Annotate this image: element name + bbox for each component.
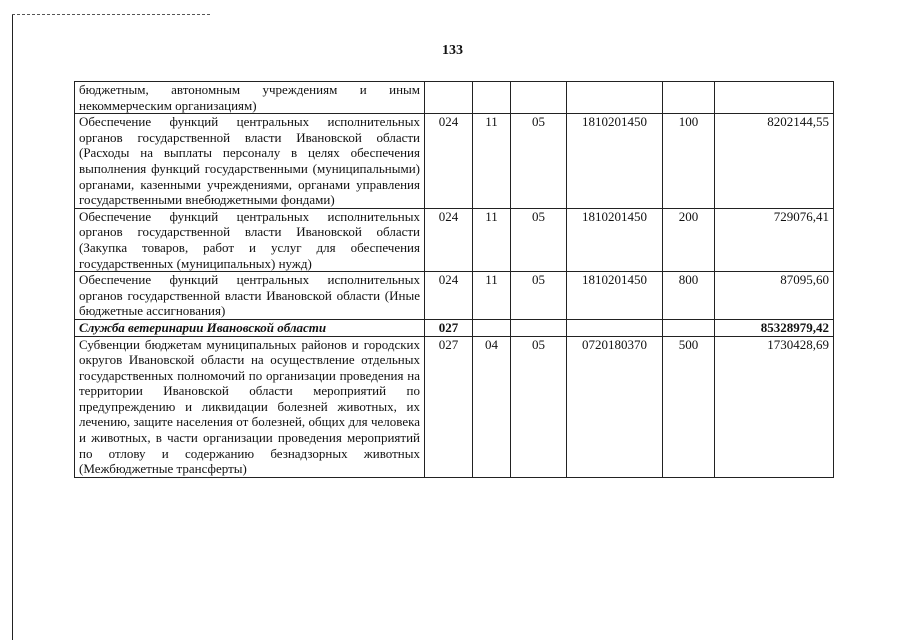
table-row	[75, 82, 834, 114]
section-code: 11	[473, 208, 511, 271]
target-article-code: 1810201450	[567, 272, 663, 320]
subsection-code: 05	[511, 114, 567, 209]
target-article-code: 1810201450	[567, 208, 663, 271]
row-description: Служба ветеринарии Ивановской области	[75, 319, 425, 336]
expense-type-code: 800	[663, 272, 715, 320]
table-row	[75, 114, 834, 209]
row-description: Субвенции бюджетам муниципальных районов и городских округов Ивановской области на осуществление отдельных государственных полномочий по организации проведения на территории Ивановской области мероприятий по предупреждению и ликвидации болезней животных, их лечению, защите населения от болезней, общих для человека и животных, в части организации проведения мероприятий по отлову и содержанию безнадзорных животных (Межбюджетные трансферты)	[75, 336, 425, 477]
table-row-section-header	[75, 319, 834, 336]
amount: 1730428,69	[715, 336, 834, 477]
expense-type-code: 500	[663, 336, 715, 477]
page-left-border	[12, 14, 13, 640]
ministry-code: 024	[425, 208, 473, 271]
section-code: 11	[473, 272, 511, 320]
expense-type-code	[663, 82, 715, 114]
row-description: Обеспечение функций центральных исполнительных органов государственной власти Ивановской области (Закупка товаров, работ и услуг для обеспечения государственных (муниципальных) нужд)	[75, 208, 425, 271]
subsection-code	[511, 319, 567, 336]
table-row	[75, 336, 834, 477]
subsection-code	[511, 82, 567, 114]
target-article-code	[567, 82, 663, 114]
budget-table	[74, 81, 834, 478]
amount: 87095,60	[715, 272, 834, 320]
target-article-code: 1810201450	[567, 114, 663, 209]
amount: 729076,41	[715, 208, 834, 271]
expense-type-code: 200	[663, 208, 715, 271]
expense-type-code	[663, 319, 715, 336]
expense-type-code: 100	[663, 114, 715, 209]
table-row	[75, 208, 834, 271]
section-code	[473, 319, 511, 336]
ministry-code: 024	[425, 272, 473, 320]
page-number: 133	[442, 43, 463, 58]
ministry-code: 027	[425, 319, 473, 336]
ministry-code	[425, 82, 473, 114]
row-description: бюджетным, автономным учреждениям и иным некоммерческим организациям)	[75, 82, 425, 114]
amount: 85328979,42	[715, 319, 834, 336]
table-row	[75, 272, 834, 320]
target-article-code	[567, 319, 663, 336]
subsection-code: 05	[511, 272, 567, 320]
ministry-code: 024	[425, 114, 473, 209]
page-top-border	[12, 14, 212, 15]
amount: 8202144,55	[715, 114, 834, 209]
ministry-code: 027	[425, 336, 473, 477]
budget-table-body	[75, 82, 834, 478]
subsection-code: 05	[511, 336, 567, 477]
section-code: 04	[473, 336, 511, 477]
section-code: 11	[473, 114, 511, 209]
subsection-code: 05	[511, 208, 567, 271]
amount	[715, 82, 834, 114]
row-description: Обеспечение функций центральных исполнительных органов государственной власти Ивановской области (Расходы на выплаты персоналу в целях обеспечения выполнения функций государственными (муниципальными) органами, казенными учреждениями, органами управления государственными внебюджетными фондами)	[75, 114, 425, 209]
target-article-code: 0720180370	[567, 336, 663, 477]
section-code	[473, 82, 511, 114]
row-description: Обеспечение функций центральных исполнительных органов государственной власти Ивановской области (Иные бюджетные ассигнования)	[75, 272, 425, 320]
